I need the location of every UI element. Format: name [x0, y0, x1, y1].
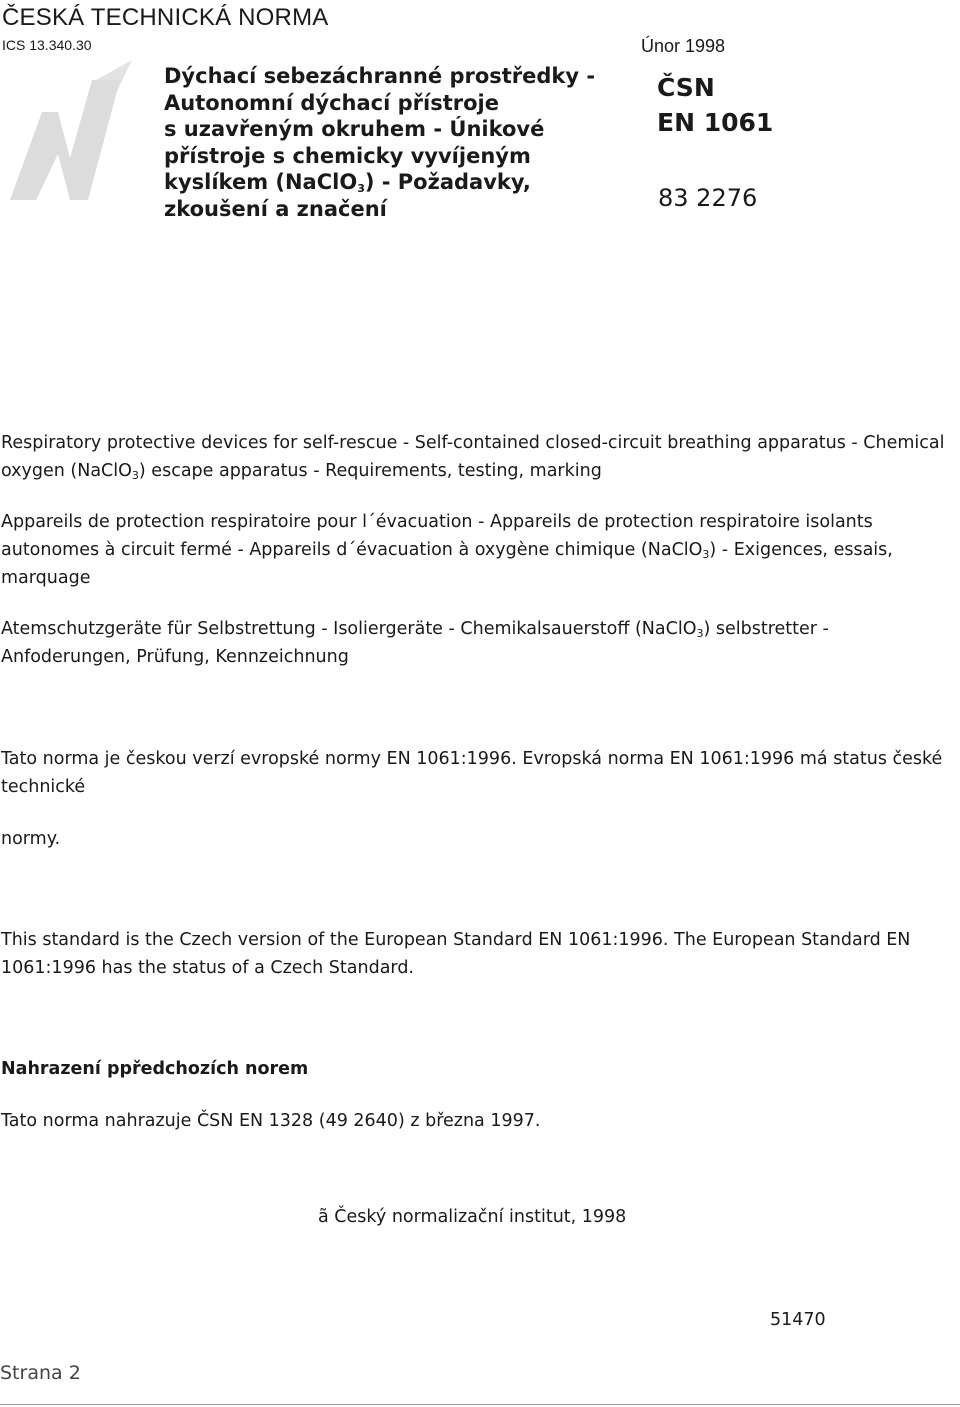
statement-czech-tail: normy. [1, 829, 61, 849]
title-german [1, 615, 959, 671]
statement-czech: Tato norma je českou verzí evropské normy EN 1061:1996. Evropská norma EN 1061:1996 má status české technické [1, 749, 943, 797]
subscript: 3 [702, 548, 710, 561]
standard-designation [657, 70, 773, 140]
title-czech [164, 63, 624, 222]
text: Appareils de protection respiratoire pour l´évacuation - Appareils de protection respiratoire isolants autonomes à circuit fermé - Appareils d´évacuation à oxygène chimique (NaClO [1, 512, 873, 560]
svg-text:R: R [19, 186, 25, 195]
text: ) selbstretter - Anfoderungen, Prüfung, Kennzeichnung [1, 619, 829, 667]
document-number: 51470 [770, 1310, 826, 1330]
page-number: Strana 2 [0, 1362, 81, 1384]
subscript: 3 [357, 182, 365, 195]
statement-english: This standard is the Czech version of the European Standard EN 1061:1996. The European Standard EN 1061:1996 has the status of a Czech Standard. [1, 930, 911, 978]
text: Respiratory protective devices for self-rescue - Self-contained closed-circuit breathing apparatus - Chemical oxygen (NaClO [1, 433, 945, 481]
csn-label: ČSN [657, 73, 715, 102]
title-text: kyslíkem (NaClO [164, 170, 358, 194]
ics-code: ICS 13.340.30 [2, 37, 92, 53]
title-czech-line: zkoušení a značení [164, 196, 387, 221]
text: Atemschutzgeräte für Selbstrettung - Isoliergeräte - Chemikalsauerstoff (NaClO [1, 619, 697, 639]
text: ) escape apparatus - Requirements, testing, marking [138, 461, 602, 481]
title-czech-line: Autonomní dýchací přístroje [164, 90, 499, 115]
standard-type-heading: ČESKÁ TECHNICKÁ NORMA [2, 4, 329, 31]
replacement-text: Tato norma nahrazuje ČSN EN 1328 (49 2640) z března 1997. [1, 1111, 541, 1131]
footer-divider [0, 1404, 960, 1405]
title-english [1, 429, 959, 485]
csni-logo [0, 50, 150, 210]
issue-date: Únor 1998 [641, 36, 726, 56]
subscript: 3 [131, 469, 139, 482]
title-czech-line [164, 169, 624, 196]
title-czech-line: Dýchací sebezáchranné prostředky - [164, 64, 596, 88]
replacement-heading: Nahrazení ppředchozích norem [1, 1059, 309, 1079]
title-czech-line: s uzavřeným okruhem - Únikové [164, 117, 545, 141]
copyright-notice: ã Český normalizační institut, 1998 [318, 1207, 627, 1227]
text: ) - Exigences, essais, marquage [1, 540, 893, 588]
title-text: ) - Požadavky, [364, 170, 531, 194]
title-french [1, 508, 959, 592]
title-czech-line: přístroje s chemicky vyvíjeným [164, 143, 531, 168]
subscript: 3 [696, 627, 704, 640]
en-number: EN 1061 [657, 108, 774, 137]
classification-code: 83 2276 [658, 184, 758, 212]
